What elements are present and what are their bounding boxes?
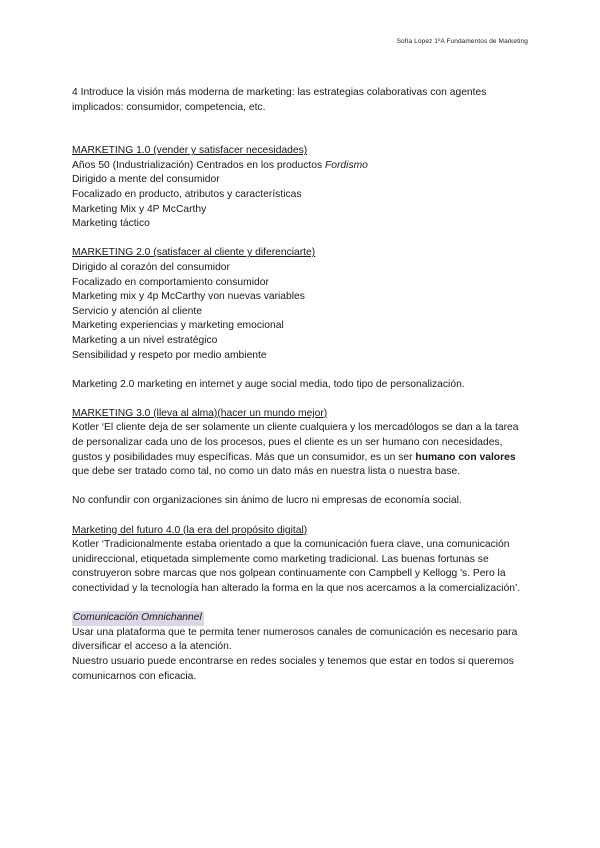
page-header: Sofía López 1ºA Fundamentos de Marketing [396, 38, 528, 45]
omnichannel-heading-line [72, 611, 532, 626]
list-item: Marketing táctico [72, 218, 150, 230]
list-item: Marketing mix y 4p McCarthy von nuevas variables [72, 291, 305, 303]
marketing-3-title: MARKETING 3.0 (lleva al alma)(hacer un mundo mejor) [72, 407, 328, 419]
list-item: Marketing Mix y 4P McCarthy [72, 203, 207, 215]
list-item: Marketing experiencias y marketing emocional [72, 320, 284, 332]
list-item: Marketing a un nivel estratégico [72, 334, 218, 346]
marketing-3-paragraph: Kotler ‘El cliente deja de ser solamente un cliente cualquiera y los mercadólogos se dan a la tarea de personalizar cada uno de los procesos, pues el cliente es un ser humano con necesidades, gustos y posibilidades muy específicas. Más que un consumidor, es un ser humano con valores que debe ser tratado como tal, no como un dato más en nuestra lista o nuestra base. [72, 422, 519, 478]
marketing-2-note: Marketing 2.0 marketing en internet y auge social media, todo tipo de personalización. [72, 378, 465, 390]
marketing-3-note: No confundir con organizaciones sin ánimo de lucro ni empresas de economía social. [72, 495, 462, 507]
list-item: Sensibilidad y respeto por medio ambiente [72, 349, 267, 361]
marketing-4-title: Marketing del futuro 4.0 (la era del propósito digital) [72, 524, 308, 536]
list-item: Dirigido al corazón del consumidor [72, 261, 230, 273]
list-item: Focalizado en producto, atributos y características [72, 188, 302, 200]
omnichannel-title: Comunicación Omnichannel [72, 611, 204, 626]
list-item: Focalizado en comportamiento consumidor [72, 276, 269, 288]
document-body [72, 86, 532, 684]
marketing-2-title: MARKETING 2.0 (satisfacer al cliente y diferenciarte) [72, 247, 316, 259]
marketing-4-paragraph: Kotler ‘Tradicionalmente estaba orientado a que la comunicación fuera clave, una comunicación unidireccional, etiquetada simplemente como marketing tradicional. Las buenas fortunas se construyeron sobre marcas que nos golpean continuamente con Campbell y Kellogg 's. Pero la conectividad y la tecnología han alterado la forma en la que nos acercamos a la comercialización’. [72, 539, 521, 594]
list-item: Servicio y atención al cliente [72, 305, 202, 317]
omnichannel-paragraph-2: Nuestro usuario puede encontrarse en redes sociales y tenemos que estar en todos si queremos comunicarnos con eficacia. [72, 655, 514, 682]
intro-paragraph: 4 Introduce la visión más moderna de marketing: las estrategias colaborativas con agentes implicados: consumidor, competencia, etc. [72, 87, 487, 113]
marketing-1-title: MARKETING 1.0 (vender y satisfacer necesidades) [72, 145, 308, 157]
omnichannel-paragraph-1: Usar una plataforma que te permita tener numerosos canales de comunicación es necesario para diversificar el acceso a la atención. [72, 626, 518, 653]
marketing-1-line: Años 50 (Industrialización) Centrados en los productos Fordismo [72, 159, 368, 171]
list-item: Dirigido a mente del consumidor [72, 174, 220, 186]
